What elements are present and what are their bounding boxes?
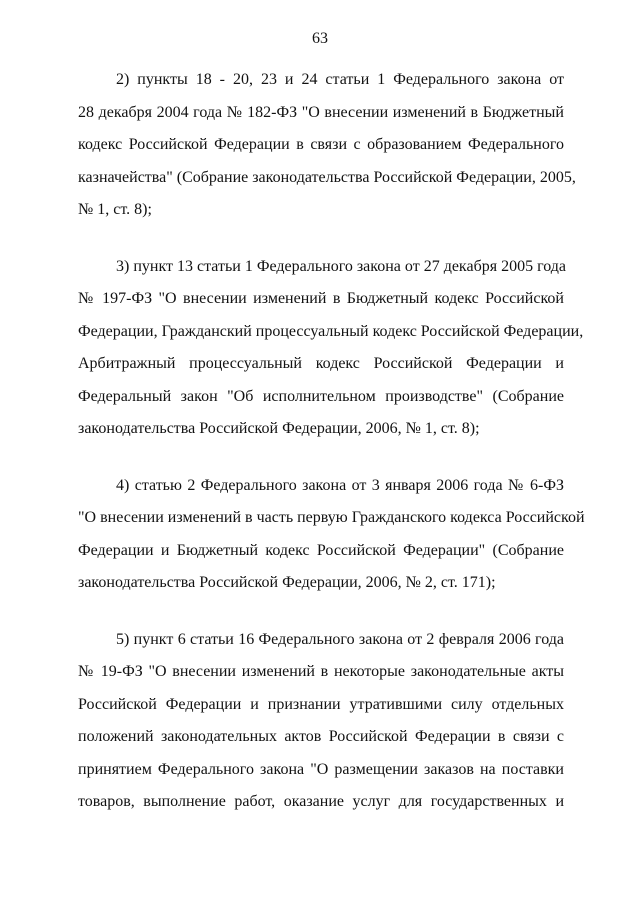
text-line: 3) пункт 13 статьи 1 Федерального закона от 27 декабря 2005 года — [116, 257, 567, 275]
text-line: 5) пункт 6 статьи 16 Федерального закона от 2 февраля 2006 года — [116, 630, 564, 648]
text-line: кодекс Российской Федерации в связи с образованием Федерального — [78, 136, 564, 153]
text-line: законодательства Российской Федерации, 2006, № 2, ст. 171); — [78, 574, 496, 591]
paragraph — [78, 470, 585, 600]
text-line: 4) статью 2 Федерального закона от 3 января 2006 года № 6-ФЗ — [116, 476, 564, 494]
text-line: № 197-ФЗ "О внесении изменений в Бюджетный кодекс Российской — [78, 290, 564, 307]
text-line: Федерации и Бюджетный кодекс Российской Федерации" (Собрание — [78, 541, 564, 559]
text-line: принятием Федерального закона "О размещении заказов на поставки — [78, 760, 564, 778]
page-number: 63 — [312, 30, 328, 47]
text-line: Российской Федерации и признании утратившими силу отдельных — [78, 695, 564, 713]
text-line: 2) пункты 18 - 20, 23 и 24 статьи 1 Федерального закона от — [116, 71, 564, 88]
text-line: № 1, ст. 8); — [78, 201, 152, 218]
text-line: положений законодательных актов Российской Федерации в связи с — [78, 728, 564, 745]
paragraph — [78, 624, 564, 819]
text-line: Федерации, Гражданский процессуальный кодекс Российской Федерации, — [78, 322, 584, 340]
text-line: Арбитражный процессуальный кодекс Российской Федерации и — [78, 355, 564, 372]
text-line: казначейства" (Собрание законодательства Российской Федерации, 2005, — [78, 168, 576, 186]
document-body — [78, 64, 585, 843]
text-line: товаров, выполнение работ, оказание услуг для государственных и — [78, 793, 564, 810]
text-line: Федеральный закон "Об исполнительном производстве" (Собрание — [78, 387, 564, 405]
text-line: законодательства Российской Федерации, 2006, № 1, ст. 8); — [78, 420, 480, 437]
paragraph — [78, 251, 584, 446]
text-line: 28 декабря 2004 года № 182-ФЗ "О внесении изменений в Бюджетный — [78, 103, 564, 121]
text-line: № 19-ФЗ "О внесении изменений в некоторые законодательные акты — [78, 663, 564, 680]
paragraph — [78, 64, 576, 227]
text-line: "О внесении изменений в часть первую Гражданского кодекса Российской — [78, 509, 585, 526]
